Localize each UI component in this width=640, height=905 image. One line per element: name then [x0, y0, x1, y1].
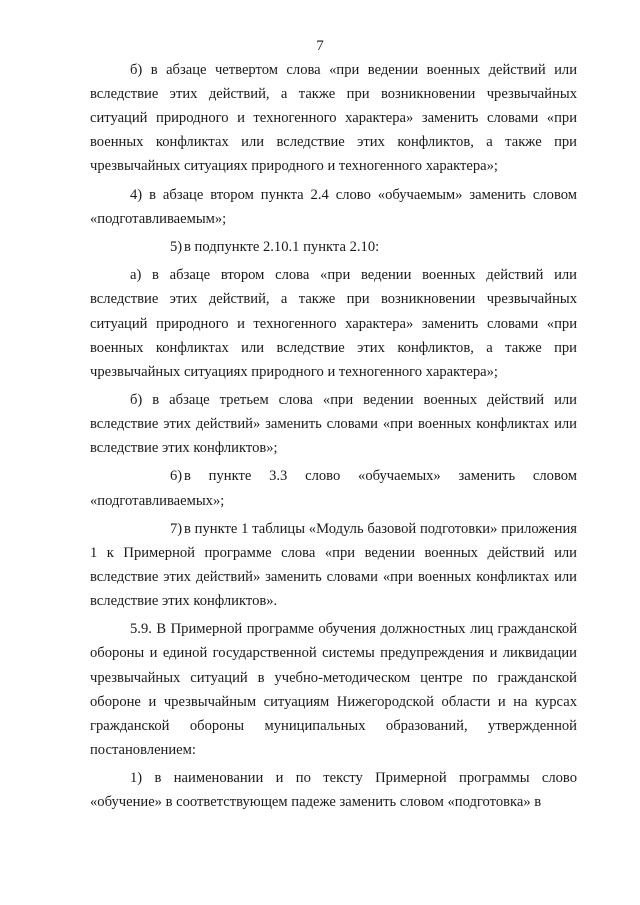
page-number: 7 — [316, 38, 324, 54]
paragraph-item-5 — [90, 235, 577, 259]
item-5-label: 5) — [170, 239, 183, 256]
paragraph-item-1: 1) в наименовании и по тексту Примерной программы слово «обучение» в соответствующем падеже заменить словом «подготовка» в — [90, 770, 577, 811]
item-6-label: 6) — [170, 468, 183, 485]
paragraph-item-6 — [90, 464, 577, 512]
document-body — [90, 58, 577, 814]
paragraph-item-4: 4) в абзаце втором пункта 2.4 слово «обучаемым» заменить словом «подготавливаемым»; — [90, 186, 577, 227]
item-6-text: в пункте 3.3 слово «обучаемых» заменить словом «подготавливаемых»; — [90, 468, 577, 509]
item-5-text: в подпункте 2.10.1 пункта 2.10: — [184, 239, 380, 256]
paragraph-b-third-abstract: б) в абзаце третьем слова «при ведении военных действий или вследствие этих действий» заменить словами «при военных конфликтах или вследствие этих конфликтов»; — [90, 391, 577, 457]
paragraph-a-second-abstract: а) в абзаце втором слова «при ведении военных действий или вследствие этих действий, а также при возникновении чрезвычайных ситуаций природного и техногенного характера» заменить словами «при военных конфликтах или вследствие этих конфликтов, а также при чрезвычайных ситуациях природного и техногенного характера»; — [90, 267, 577, 380]
paragraph-b-fourth-abstract: б) в абзаце четвертом слова «при ведении военных действий или вследствие этих действий, а также при возникновении чрезвычайных ситуаций природного и техногенного характера» заменить словами «при военных конфликтах или вследствие этих конфликтов, а также при чрезвычайных ситуациях природного и техногенного характера»; — [90, 62, 577, 175]
paragraph-section-5-9: 5.9. В Примерной программе обучения должностных лиц гражданской обороны и единой государственной системы предупреждения и ликвидации чрезвычайных ситуаций в учебно-методическом центре по гражданской обороне и чрезвычайным ситуациям Нижегородской области и на курсах гражданской обороны муниципальных образований, утвержденной постановлением: — [90, 621, 577, 758]
paragraph-item-7 — [90, 517, 577, 613]
item-7-text: в пункте 1 таблицы «Модуль базовой подготовки» приложения 1 к Примерной программе слова «при ведении военных действий или вследствие этих действий» заменить словами «при военных конфликтах или вследствие этих конфликтов». — [90, 520, 577, 610]
item-7-label: 7) — [170, 520, 183, 537]
